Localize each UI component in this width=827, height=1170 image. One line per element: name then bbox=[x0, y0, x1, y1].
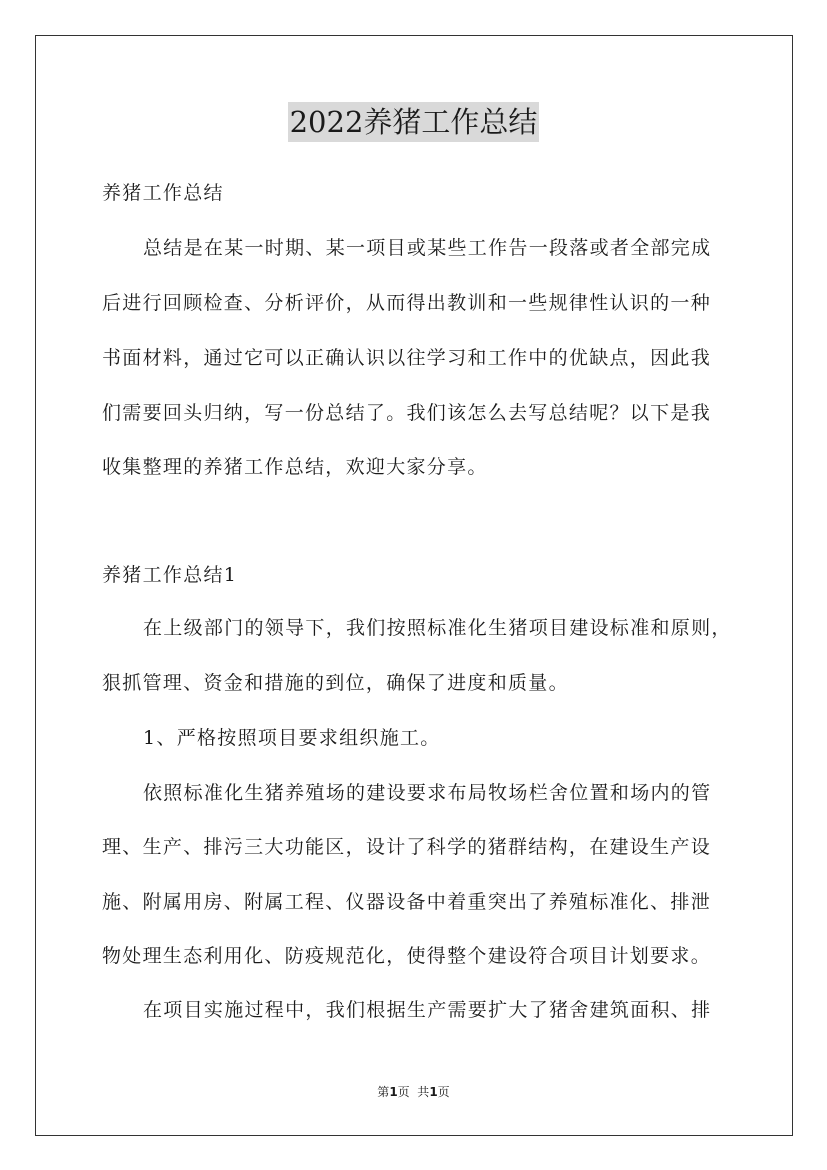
page-footer bbox=[0, 1084, 827, 1100]
intro-line-2: 后进行回顾检查、分析评价，从而得出教训和一些规律性认识的一种 bbox=[102, 292, 712, 314]
body-line-4: 依照标准化生猪养殖场的建设要求布局牧场栏舍位置和场内的管 bbox=[143, 782, 712, 804]
intro-line-4: 们需要回头归纳，写一份总结了。我们该怎么去写总结呢？以下是我 bbox=[102, 402, 712, 424]
footer-suffix: 页 bbox=[437, 1085, 450, 1099]
body-line-2: 狠抓管理、资金和措施的到位，确保了进度和质量。 bbox=[102, 672, 569, 694]
body-line-8: 在项目实施过程中，我们根据生产需要扩大了猪舍建筑面积、排 bbox=[143, 999, 712, 1021]
body-line-7: 物处理生态利用化、防疫规范化，使得整个建设符合项目计划要求。 bbox=[102, 945, 712, 967]
document-title: 2022养猪工作总结 bbox=[288, 102, 540, 142]
footer-mid: 页 共 bbox=[397, 1085, 430, 1099]
intro-line-1: 总结是在某一时期、某一项目或某些工作告一段落或者全部完成 bbox=[143, 237, 712, 259]
subtitle: 养猪工作总结 bbox=[102, 182, 224, 204]
footer-prefix: 第 bbox=[377, 1085, 390, 1099]
intro-line-3: 书面材料，通过它可以正确认识以往学习和工作中的优缺点，因此我 bbox=[102, 347, 712, 369]
title-container bbox=[0, 102, 827, 142]
footer-page-number: 1 bbox=[389, 1085, 398, 1099]
body-line-5: 理、生产、排污三大功能区，设计了科学的猪群结构，在建设生产设 bbox=[102, 836, 712, 858]
section-heading-1: 养猪工作总结1 bbox=[102, 564, 238, 586]
body-line-6: 施、附属用房、附属工程、仪器设备中着重突出了养殖标准化、排泄 bbox=[102, 891, 712, 913]
body-line-1: 在上级部门的领导下，我们按照标准化生猪项目建设标准和原则， bbox=[143, 617, 732, 639]
intro-line-5: 收集整理的养猪工作总结，欢迎大家分享。 bbox=[102, 456, 488, 478]
footer-total-pages: 1 bbox=[429, 1085, 438, 1099]
body-line-3: 1、严格按照项目要求组织施工。 bbox=[143, 727, 441, 749]
